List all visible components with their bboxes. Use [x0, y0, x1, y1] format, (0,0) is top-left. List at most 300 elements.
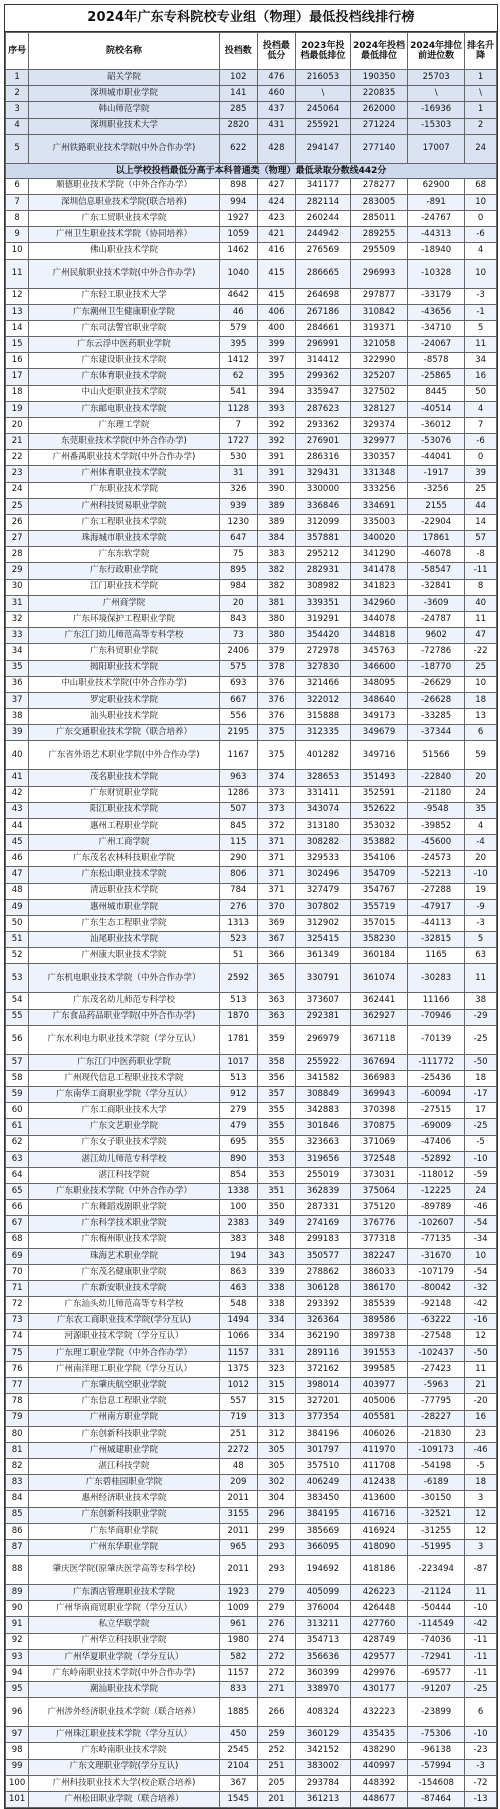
table-row [6, 401, 497, 417]
rank-change-cell: -87 [465, 1556, 497, 1585]
admitted-count-cell: 507 [219, 802, 257, 818]
rank-2024-cell: 428749 [350, 1633, 407, 1649]
rank-advance-cell: -30150 [408, 1491, 465, 1507]
rank-cell: 51 [6, 932, 29, 948]
school-name-cell: 汕尾职业技术学院 [29, 932, 219, 948]
table-row [6, 434, 497, 450]
min-score-cell: 380 [257, 611, 295, 627]
admitted-count-cell: 854 [219, 1167, 257, 1183]
rank-2024-cell: 344078 [350, 611, 407, 627]
rank-advance-cell: -21124 [408, 1585, 465, 1601]
table-row [6, 1297, 497, 1313]
school-name-cell: 广东生态工程职业学院 [29, 915, 219, 931]
rank-cell: 16 [6, 353, 29, 369]
rank-advance-cell: -10328 [408, 259, 465, 288]
table-row [6, 692, 497, 708]
admitted-count-cell: 513 [219, 993, 257, 1009]
rank-advance-cell: 1165 [408, 948, 465, 964]
school-name-cell: 广州松田职业学院（联合培养） [29, 1791, 219, 1807]
rank-change-cell: -42 [465, 1617, 497, 1633]
table-row [6, 725, 497, 741]
admitted-count-cell: 961 [219, 1617, 257, 1633]
rank-2024-cell: 341290 [350, 547, 407, 563]
rank-2024-cell: 351493 [350, 770, 407, 786]
rank-2023-cell: 312902 [295, 915, 350, 931]
rank-2023-cell: 216053 [295, 70, 350, 86]
admitted-count-cell: 62 [219, 369, 257, 385]
school-name-cell: 广州体育职业技术学院 [29, 466, 219, 482]
table-row [6, 1410, 497, 1426]
rank-2023-cell: 401282 [295, 741, 350, 770]
admitted-count-cell: 46 [219, 304, 257, 320]
rank-cell: 29 [6, 563, 29, 579]
rank-advance-cell: -24067 [408, 337, 465, 353]
school-name-cell: 广东岭南职业技术学院 [29, 1743, 219, 1759]
school-name-cell: 茂名职业技术学院 [29, 770, 219, 786]
min-score-cell: 393 [257, 401, 295, 417]
min-score-cell: 315 [257, 1378, 295, 1394]
admitted-count-cell: 31 [219, 466, 257, 482]
rank-cell: 52 [6, 948, 29, 964]
admitted-count-cell: 575 [219, 660, 257, 676]
rank-2023-cell: 296991 [295, 337, 350, 353]
rank-2024-cell: 341823 [350, 579, 407, 595]
rank-advance-cell: -32521 [408, 1507, 465, 1523]
rank-change-cell: -5 [465, 1135, 497, 1151]
min-score-cell: 355 [257, 1119, 295, 1135]
rank-change-cell: -4 [465, 835, 497, 851]
rank-cell: 11 [6, 259, 29, 288]
school-name-cell: 广东工程职业技术学院 [29, 514, 219, 530]
table-row [6, 1617, 497, 1633]
rank-change-cell: -10 [465, 1601, 497, 1617]
min-score-cell: 266 [257, 1698, 295, 1727]
header-2024-min-rank: 2024年投档最低排位 [350, 33, 407, 70]
admitted-count-cell: 3155 [219, 1507, 257, 1523]
rank-2024-cell: 190350 [350, 70, 407, 86]
admitted-count-cell: 965 [219, 1539, 257, 1555]
admitted-count-cell: 693 [219, 676, 257, 692]
rank-2024-cell: 340020 [350, 531, 407, 547]
table-row [6, 320, 497, 336]
rank-2023-cell: 342152 [295, 1743, 350, 1759]
rank-advance-cell: -24787 [408, 611, 465, 627]
rank-advance-cell: -12225 [408, 1184, 465, 1200]
rank-advance-cell: -1917 [408, 466, 465, 482]
rank-advance-cell: -52213 [408, 867, 465, 883]
rank-2024-cell: 430177 [350, 1682, 407, 1698]
school-name-cell: 广州现代信息工程职业技术学院 [29, 1070, 219, 1086]
rank-2023-cell: 354713 [295, 1633, 350, 1649]
table-row [6, 899, 497, 915]
admitted-count-cell: 450 [219, 1727, 257, 1743]
rank-change-cell: 8 [465, 579, 497, 595]
rank-cell: 54 [6, 993, 29, 1009]
school-name-cell: 广东女子职业技术学院 [29, 1135, 219, 1151]
rank-2024-cell: 271224 [350, 118, 407, 134]
rank-2024-cell: 377318 [350, 1232, 407, 1248]
min-score-cell: 366 [257, 948, 295, 964]
rank-2024-cell: 362441 [350, 993, 407, 1009]
school-name-cell: 阳江职业技术学院 [29, 802, 219, 818]
min-score-cell: 423 [257, 211, 295, 227]
admitted-count-cell: 898 [219, 178, 257, 194]
rank-2023-cell: 357881 [295, 531, 350, 547]
rank-cell: 22 [6, 450, 29, 466]
rank-2023-cell: 323663 [295, 1135, 350, 1151]
rank-advance-cell: -77135 [408, 1232, 465, 1248]
rank-2023-cell: 341177 [295, 178, 350, 194]
admitted-count-cell: 2195 [219, 725, 257, 741]
rank-2024-cell: 448677 [350, 1791, 407, 1807]
rank-advance-cell: -21830 [408, 1426, 465, 1442]
admitted-count-cell: 994 [219, 194, 257, 210]
school-name-cell: 广东茂名幼儿师范专科学校 [29, 993, 219, 1009]
min-score-cell: 272 [257, 1665, 295, 1681]
rank-2024-cell: 354709 [350, 867, 407, 883]
school-name-cell: 广东文理职业学院(学分互认) [29, 1759, 219, 1775]
table-row [6, 660, 497, 676]
rank-2024-cell: 342960 [350, 595, 407, 611]
school-name-cell: 广东食品药品职业学院(中外合作办学) [29, 1009, 219, 1025]
rank-change-cell: 20 [465, 851, 497, 867]
admitted-count-cell: 326 [219, 482, 257, 498]
admitted-count-cell: 194 [219, 1248, 257, 1264]
admitted-count-cell: 1980 [219, 1633, 257, 1649]
rank-2023-cell: 276569 [295, 243, 350, 259]
table-row [6, 369, 497, 385]
rank-change-cell: 10 [465, 1248, 497, 1264]
rank-cell: 26 [6, 514, 29, 530]
table-row [6, 1475, 497, 1491]
rank-change-cell: 2 [465, 118, 497, 134]
rank-cell: 57 [6, 1054, 29, 1070]
rank-change-cell: -25 [465, 1119, 497, 1135]
rank-change-cell: 14 [465, 514, 497, 530]
rank-advance-cell: -27515 [408, 1103, 465, 1119]
school-name-cell: 广州南洋理工职业学院（学分互认） [29, 1362, 219, 1378]
min-score-cell: 371 [257, 851, 295, 867]
admitted-count-cell: 784 [219, 883, 257, 899]
rank-2024-cell: 310842 [350, 304, 407, 320]
rank-change-cell: 23 [465, 1426, 497, 1442]
table-row [6, 1184, 497, 1200]
rank-2023-cell: 267186 [295, 304, 350, 320]
school-name-cell: 深圳城市职业学院 [29, 86, 219, 102]
rank-2023-cell: 293392 [295, 1297, 350, 1313]
min-score-cell: 390 [257, 482, 295, 498]
rank-change-cell: -42 [465, 1297, 497, 1313]
rank-2023-cell: 329431 [295, 466, 350, 482]
school-name-cell: 广东职业技术学院 [29, 482, 219, 498]
rank-change-cell: 12 [465, 1507, 497, 1523]
admitted-count-cell: 2011 [219, 1523, 257, 1539]
rank-2023-cell: 383450 [295, 1491, 350, 1507]
table-row [6, 1119, 497, 1135]
rank-change-cell: 5 [465, 932, 497, 948]
rank-cell: 100 [6, 1775, 29, 1791]
rank-change-cell: 20 [465, 770, 497, 786]
min-score-cell: 384 [257, 531, 295, 547]
min-score-cell: 391 [257, 450, 295, 466]
table-row [6, 1329, 497, 1345]
admitted-count-cell: 75 [219, 547, 257, 563]
rank-2024-cell: 335003 [350, 514, 407, 530]
table-row [6, 417, 497, 433]
school-name-cell: 广东理工学院 [29, 417, 219, 433]
rank-2023-cell: 296979 [295, 1025, 350, 1054]
rank-advance-cell: -44041 [408, 450, 465, 466]
admitted-count-cell: 557 [219, 1394, 257, 1410]
rank-advance-cell: -44113 [408, 915, 465, 931]
min-score-cell: 371 [257, 867, 295, 883]
rank-change-cell: 68 [465, 178, 497, 194]
admitted-count-cell: 647 [219, 531, 257, 547]
min-score-cell: 421 [257, 227, 295, 243]
rank-change-cell: 24 [465, 786, 497, 802]
rank-cell: 93 [6, 1649, 29, 1665]
cutoff-notice-row [6, 163, 497, 178]
rank-cell: 48 [6, 883, 29, 899]
rank-change-cell: 57 [465, 531, 497, 547]
rank-change-cell: 18 [465, 1070, 497, 1086]
rank-2024-cell: 405581 [350, 1410, 407, 1426]
rank-change-cell: 18 [465, 692, 497, 708]
table-row [6, 1378, 497, 1394]
rank-cell: 77 [6, 1378, 29, 1394]
rank-cell: 14 [6, 320, 29, 336]
school-name-cell: 中山火炬职业技术学院 [29, 385, 219, 401]
min-score-cell: 351 [257, 1184, 295, 1200]
min-score-cell: 399 [257, 337, 295, 353]
rank-2023-cell: 245064 [295, 102, 350, 118]
rank-2024-cell: 375064 [350, 1184, 407, 1200]
rank-2023-cell: 327830 [295, 660, 350, 676]
min-score-cell: 363 [257, 993, 295, 1009]
rank-2024-cell: 348095 [350, 676, 407, 692]
rank-cell: 84 [6, 1491, 29, 1507]
rank-cell: 62 [6, 1135, 29, 1151]
school-name-cell: 广东碧桂园职业学院 [29, 1475, 219, 1491]
rank-advance-cell: -154608 [408, 1775, 465, 1791]
rank-cell: 49 [6, 899, 29, 915]
min-score-cell: 375 [257, 741, 295, 770]
rank-cell: 81 [6, 1442, 29, 1458]
rank-2023-cell: 194692 [295, 1556, 350, 1585]
min-score-cell: 358 [257, 1054, 295, 1070]
school-name-cell: 深圳职业技术大学 [29, 118, 219, 134]
rank-2024-cell: 416716 [350, 1507, 407, 1523]
rank-2023-cell: 343074 [295, 802, 350, 818]
school-name-cell: 广州工商学院 [29, 835, 219, 851]
admitted-count-cell: 367 [219, 1775, 257, 1791]
rank-2024-cell: 328127 [350, 401, 407, 417]
min-score-cell: 279 [257, 1601, 295, 1617]
rank-advance-cell: 51566 [408, 741, 465, 770]
rank-2023-cell: 357510 [295, 1459, 350, 1475]
rank-advance-cell: -107179 [408, 1265, 465, 1281]
table-row [6, 1054, 497, 1070]
rank-advance-cell: -3256 [408, 482, 465, 498]
min-score-cell: 369 [257, 915, 295, 931]
school-name-cell: 广东机电职业技术学院（中外合作办学） [29, 964, 219, 993]
rank-2024-cell: 334691 [350, 498, 407, 514]
rank-change-cell: -6 [465, 227, 497, 243]
rank-advance-cell: -72941 [408, 1649, 465, 1665]
rank-change-cell: 4 [465, 401, 497, 417]
header-rank: 序号 [6, 33, 29, 70]
school-name-cell: 惠州工程职业学院 [29, 818, 219, 834]
rank-cell: 79 [6, 1410, 29, 1426]
rank-advance-cell: 2155 [408, 498, 465, 514]
admitted-count-cell: 1012 [219, 1378, 257, 1394]
rank-cell: 13 [6, 304, 29, 320]
rank-2024-cell: 403977 [350, 1378, 407, 1394]
admitted-count-cell: 2820 [219, 118, 257, 134]
min-score-cell: 343 [257, 1248, 295, 1264]
header-2023-min-rank: 2023年投档最低排位 [295, 33, 350, 70]
school-name-cell: 广东科学技术职业学院 [29, 1216, 219, 1232]
rank-2023-cell: 377354 [295, 1410, 350, 1426]
rank-2023-cell: 354420 [295, 628, 350, 644]
rank-change-cell: 0 [465, 211, 497, 227]
rank-2023-cell: 260244 [295, 211, 350, 227]
rank-cell: 85 [6, 1507, 29, 1523]
rank-2024-cell: 416924 [350, 1523, 407, 1539]
school-name-cell: 广东茂名农林科技职业学院 [29, 851, 219, 867]
rank-advance-cell: -36012 [408, 417, 465, 433]
rank-change-cell: 24 [465, 134, 497, 163]
rank-change-cell: -72 [465, 1775, 497, 1791]
rank-2024-cell: 389738 [350, 1329, 407, 1345]
rank-cell: 73 [6, 1313, 29, 1329]
min-score-cell: 355 [257, 1135, 295, 1151]
min-score-cell: 367 [257, 932, 295, 948]
school-name-cell: 广东工商职业技术大学 [29, 1103, 219, 1119]
rank-change-cell: -29 [465, 1009, 497, 1025]
table-row [6, 1775, 497, 1791]
rank-2023-cell: 319291 [295, 611, 350, 627]
main-rows [6, 178, 497, 1807]
min-score-cell: 305 [257, 1459, 295, 1475]
school-name-cell: 广东行政职业学院 [29, 563, 219, 579]
table-row [6, 611, 497, 627]
min-score-cell: 394 [257, 385, 295, 401]
rank-advance-cell: -16936 [408, 102, 465, 118]
rank-advance-cell: -60094 [408, 1087, 465, 1103]
table-row [6, 1151, 497, 1167]
min-score-cell: 350 [257, 1200, 295, 1216]
min-score-cell: 397 [257, 353, 295, 369]
rank-cell: 56 [6, 1025, 29, 1054]
school-name-cell: 广州康大职业技术学院 [29, 948, 219, 964]
rank-cell: 39 [6, 725, 29, 741]
rank-2024-cell: 353882 [350, 835, 407, 851]
rank-cell: 60 [6, 1103, 29, 1119]
rank-cell: 87 [6, 1539, 29, 1555]
rank-cell: 58 [6, 1070, 29, 1086]
rank-2024-cell: 372548 [350, 1151, 407, 1167]
rank-change-cell: 4 [465, 818, 497, 834]
table-row [6, 770, 497, 786]
rank-2024-cell: 405006 [350, 1394, 407, 1410]
rank-advance-cell: -70139 [408, 1025, 465, 1054]
rank-change-cell: -3 [465, 1759, 497, 1775]
rank-advance-cell: -9548 [408, 802, 465, 818]
rank-2023-cell: 362839 [295, 1184, 350, 1200]
rank-change-cell: -11 [465, 1633, 497, 1649]
rank-2024-cell: 346600 [350, 660, 407, 676]
rank-2024-cell: 391553 [350, 1345, 407, 1361]
table-row [6, 709, 497, 725]
admitted-count-cell: 4642 [219, 288, 257, 304]
min-score-cell: 395 [257, 369, 295, 385]
admitted-count-cell: 2272 [219, 1442, 257, 1458]
rank-change-cell: -10 [465, 1151, 497, 1167]
rank-2023-cell: 330000 [295, 482, 350, 498]
rank-change-cell: -50 [465, 1054, 497, 1070]
school-name-cell: 广州珠江职业技术学院（学分互认） [29, 1727, 219, 1743]
table-row [6, 948, 497, 964]
rank-change-cell: 11 [465, 1362, 497, 1378]
rank-change-cell: 39 [465, 466, 497, 482]
rank-cell: 37 [6, 692, 29, 708]
min-score-cell: 381 [257, 595, 295, 611]
min-score-cell: 338 [257, 1281, 295, 1297]
rank-advance-cell: -23899 [408, 1698, 465, 1727]
rank-2023-cell: 360129 [295, 1727, 350, 1743]
rank-cell: 43 [6, 802, 29, 818]
table-row [6, 563, 497, 579]
school-name-cell: 珠海艺术职业学院 [29, 1248, 219, 1264]
rank-2024-cell: 448392 [350, 1775, 407, 1791]
min-score-cell: 406 [257, 304, 295, 320]
table-row [6, 86, 497, 102]
rank-advance-cell: -3609 [408, 595, 465, 611]
admitted-count-cell: 2545 [219, 1743, 257, 1759]
min-score-cell: 416 [257, 243, 295, 259]
rank-cell: 70 [6, 1265, 29, 1281]
rank-change-cell: -11 [465, 563, 497, 579]
rank-2023-cell: 376004 [295, 1601, 350, 1617]
min-score-cell: 349 [257, 1216, 295, 1232]
min-score-cell: 365 [257, 964, 295, 993]
school-name-cell: 河源职业技术学院（学分互认） [29, 1329, 219, 1345]
rank-2023-cell: 278862 [295, 1265, 350, 1281]
rank-2024-cell: 418090 [350, 1539, 407, 1555]
rank-change-cell: -17 [465, 1087, 497, 1103]
admitted-count-cell: 1167 [219, 741, 257, 770]
rank-2023-cell: 331411 [295, 786, 350, 802]
school-name-cell: 广东潮州卫生健康职业学院 [29, 304, 219, 320]
rank-change-cell: -20 [465, 1394, 497, 1410]
school-name-cell: 广东肇庆航空职业学院 [29, 1378, 219, 1394]
min-score-cell: 378 [257, 660, 295, 676]
rank-cell: 80 [6, 1426, 29, 1442]
table-row [6, 337, 497, 353]
rank-advance-cell: -32841 [408, 579, 465, 595]
rank-advance-cell: -33285 [408, 709, 465, 725]
rank-2024-cell: 296993 [350, 259, 407, 288]
min-score-cell: 353 [257, 1167, 295, 1183]
rank-cell: 40 [6, 741, 29, 770]
admitted-count-cell: 513 [219, 1070, 257, 1086]
rank-cell: 83 [6, 1475, 29, 1491]
rank-change-cell: -3 [465, 915, 497, 931]
rank-2023-cell: 244942 [295, 227, 350, 243]
min-score-cell: 382 [257, 563, 295, 579]
rank-2023-cell: 336846 [295, 498, 350, 514]
